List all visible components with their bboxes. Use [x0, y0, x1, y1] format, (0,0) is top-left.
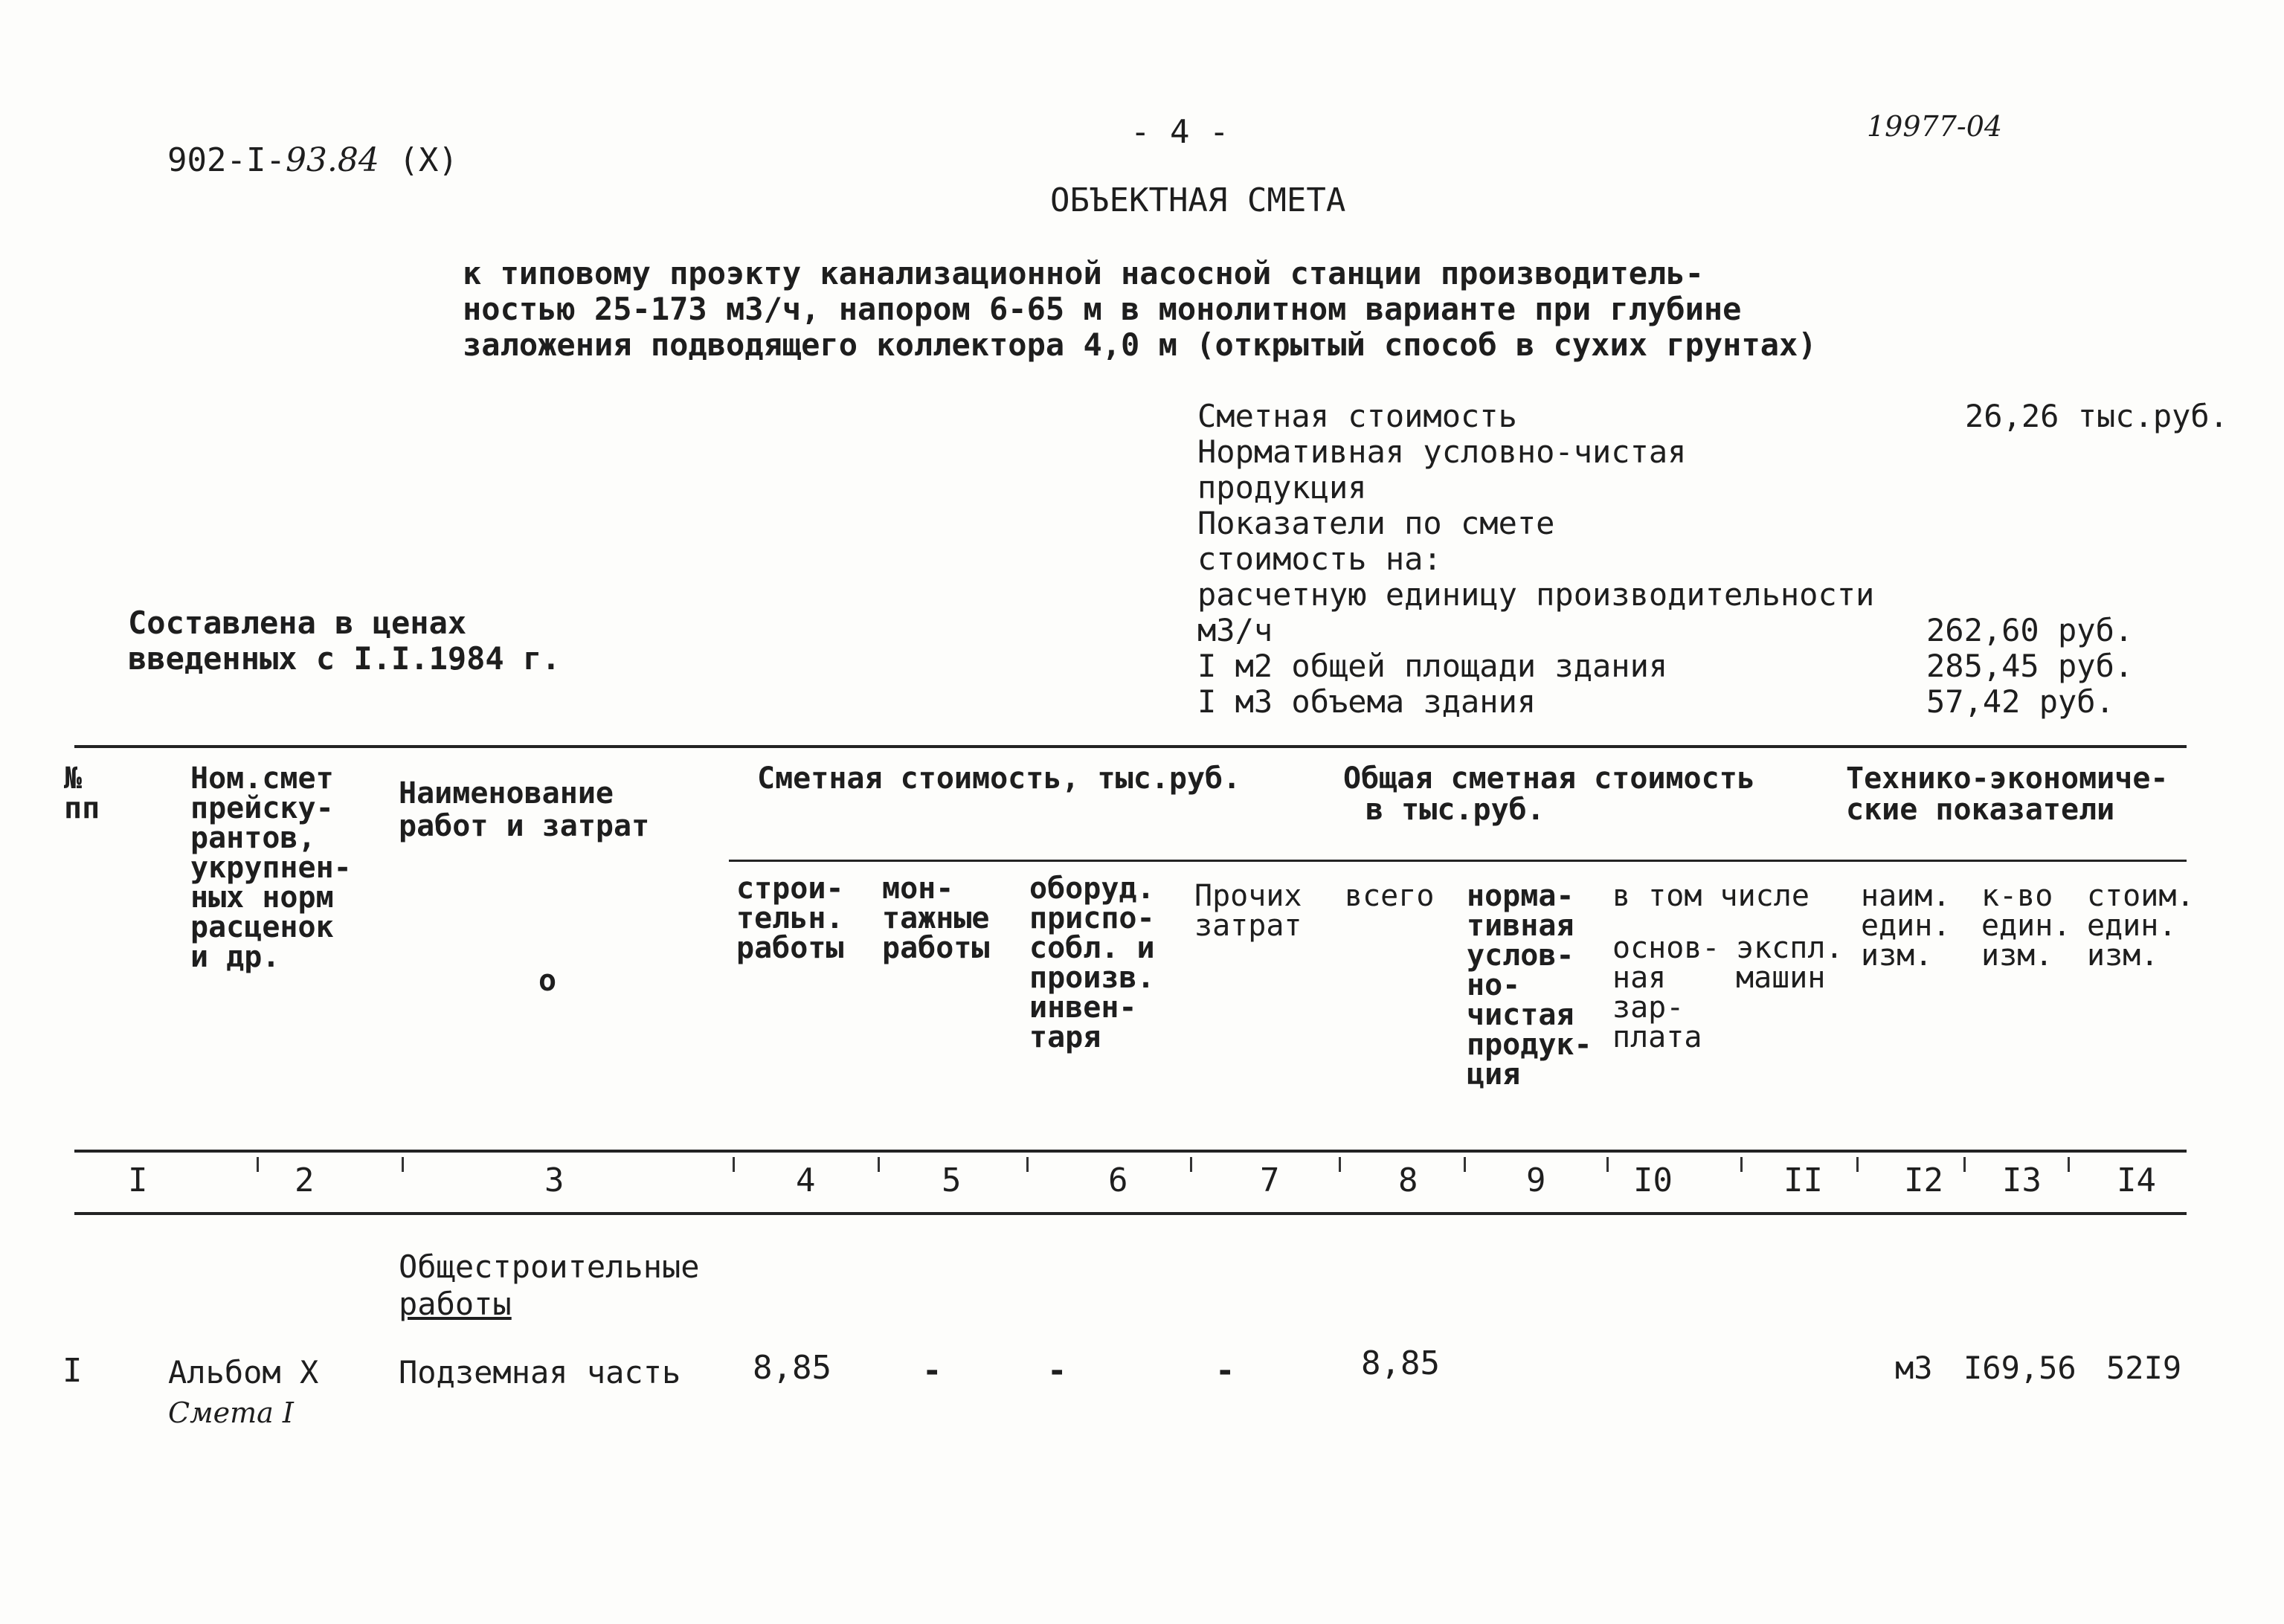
header-col14-line: изм.	[2087, 938, 2159, 973]
header-col5-line: тажные	[882, 901, 990, 935]
document-code-prefix: 902-I-	[167, 141, 286, 179]
header-col10-11-group: в том числе	[1612, 879, 1809, 913]
header-col13-line: изм.	[1981, 938, 2053, 973]
header-col9-line: норма-	[1467, 879, 1574, 913]
row-reference: Альбом X	[168, 1354, 319, 1391]
header-col3-line-1: Наименование	[399, 776, 614, 811]
header-col2-line: Ном.смет	[190, 761, 334, 796]
indicators-label-1: Показатели по смете	[1197, 505, 1555, 541]
header-col4-line: работы	[736, 931, 844, 965]
row-number: I	[62, 1352, 83, 1390]
column-number: I4	[2117, 1161, 2156, 1199]
table-top-rule	[74, 745, 2187, 748]
page-number: - 4 -	[1130, 113, 1229, 151]
header-col2-line: рантов,	[190, 821, 316, 855]
row-reference-handwritten: Смета I	[168, 1396, 294, 1429]
row-col7-value: -	[1215, 1352, 1235, 1390]
header-col6-line: собл. и	[1029, 931, 1155, 965]
header-col2-line: и др.	[190, 940, 280, 974]
header-col12-line: един.	[1861, 909, 1951, 943]
header-col7-line: Прочих	[1194, 879, 1302, 913]
header-col6-line: приспо-	[1029, 901, 1155, 935]
column-tick	[1740, 1157, 1743, 1172]
header-group-estimated-cost: Сметная стоимость, тыс.руб.	[757, 761, 1241, 796]
estimated-cost-value: 26,26 тыс.руб.	[1965, 398, 2229, 434]
header-col6-line: инвен-	[1029, 990, 1137, 1025]
column-number: 2	[295, 1161, 315, 1199]
column-tick	[1856, 1157, 1859, 1172]
header-col2-line: расценок	[190, 910, 334, 944]
column-number: 5	[942, 1161, 962, 1199]
column-number: I2	[1904, 1161, 1943, 1199]
header-col10-line: основ-	[1612, 931, 1720, 965]
header-col12-line: наим.	[1861, 879, 1951, 913]
row-col12-value: м3	[1895, 1350, 1933, 1386]
header-col2-line: ных норм	[190, 880, 334, 915]
document-code-handwritten: 93.84	[285, 141, 379, 179]
column-number: II	[1783, 1161, 1823, 1199]
estimated-cost-label: Сметная стоимость	[1197, 398, 1517, 434]
header-col1-line-1: №	[64, 761, 83, 796]
document-code-suffix: (X)	[399, 141, 458, 179]
column-tick	[1339, 1157, 1341, 1172]
header-col8-line: всего	[1345, 879, 1435, 913]
normative-label-2: продукция	[1197, 469, 1367, 506]
header-col6-line: оборуд.	[1029, 871, 1155, 906]
column-tick	[733, 1157, 735, 1172]
page-title: ОБЪЕКТНАЯ СМЕТА	[1050, 181, 1346, 219]
row-col6-value: -	[1047, 1352, 1067, 1390]
column-number: 9	[1526, 1161, 1546, 1199]
indicator-row-label: I м2 общей площади здания	[1197, 648, 1668, 684]
column-number: I3	[2002, 1161, 2042, 1199]
indicator-row-value: 285,45 руб.	[1926, 648, 2134, 684]
header-col5-line: работы	[882, 931, 990, 965]
indicators-label-2: стоимость на:	[1197, 541, 1442, 577]
table-header-bottom-rule	[74, 1150, 2187, 1153]
column-number: 3	[544, 1161, 564, 1199]
row-name: Подземная часть	[399, 1354, 681, 1391]
sheet-number: 19977-04	[1867, 110, 2003, 143]
column-number: 6	[1108, 1161, 1128, 1199]
header-col2-line: прейску-	[190, 791, 334, 825]
column-tick	[878, 1157, 880, 1172]
header-col6-line: таря	[1029, 1020, 1101, 1054]
header-col7-line: затрат	[1194, 909, 1302, 943]
prices-note-line-1: Составлена в ценах	[128, 605, 467, 641]
indicator-row-label: I м3 объема здания	[1197, 683, 1537, 720]
header-col2-line: укрупнен-	[190, 851, 352, 885]
header-col9-line: тивная	[1467, 909, 1574, 943]
prices-note-line-2: введенных с I.I.1984 г.	[128, 640, 561, 677]
column-tick	[1963, 1157, 1966, 1172]
column-tick	[1190, 1157, 1192, 1172]
column-number: 8	[1398, 1161, 1418, 1199]
column-numbers-bottom-rule	[74, 1212, 2187, 1215]
row-col5-value: -	[922, 1352, 942, 1390]
header-col14-line: стоим.	[2087, 879, 2195, 913]
subtitle-line-2: ностью 25-173 м3/ч, напором 6-65 м в монолитном варианте при глубине	[463, 291, 1742, 327]
row-col4-value: 8,85	[753, 1349, 831, 1387]
header-col3-mark: о	[538, 964, 557, 998]
header-group-tech-line-1: Технико-экономиче-	[1846, 761, 2169, 796]
column-tick	[2068, 1157, 2070, 1172]
row-col14-value: 52I9	[2106, 1350, 2182, 1386]
indicator-row-value: 262,60 руб.	[1926, 612, 2134, 648]
header-col5-line: мон-	[882, 871, 954, 906]
header-col13-line: к-во	[1981, 879, 2053, 913]
header-col12-line: изм.	[1861, 938, 1933, 973]
subtitle-line-1: к типовому проэкту канализационной насосной станции производитель-	[463, 255, 1704, 291]
header-col9-line: чистая	[1467, 998, 1574, 1032]
header-col1-line-2: пп	[64, 791, 100, 825]
row-col8-value: 8,85	[1361, 1344, 1440, 1382]
header-col6-line: произв.	[1029, 961, 1155, 995]
header-col10-line: плата	[1612, 1020, 1702, 1054]
indicator-row-label: м3/ч	[1197, 612, 1273, 648]
column-tick	[257, 1157, 259, 1172]
indicators-label-3: расчетную единицу производительности	[1197, 576, 1875, 613]
header-col9-line: ция	[1467, 1057, 1521, 1092]
header-group-tech-line-2: ские показатели	[1846, 793, 2115, 827]
header-col9-line: продук-	[1467, 1028, 1592, 1062]
header-col4-line: строи-	[736, 871, 844, 906]
document-code	[128, 112, 458, 177]
column-number: I	[128, 1161, 148, 1199]
table-subheader-rule	[729, 860, 2187, 862]
header-col9-line: услов-	[1467, 938, 1574, 973]
column-tick	[1026, 1157, 1029, 1172]
normative-label-1: Нормативная условно-чистая	[1197, 434, 1687, 470]
section-title-line-1: Общестроительные	[399, 1248, 700, 1285]
column-tick	[402, 1157, 404, 1172]
header-col11-line: экспл.	[1736, 931, 1844, 965]
section-title-line-2: работы	[399, 1286, 512, 1322]
header-col10-line: ная	[1612, 961, 1667, 995]
header-col9-line: но-	[1467, 968, 1521, 1002]
column-tick	[1464, 1157, 1466, 1172]
header-col13-line: един.	[1981, 909, 2071, 943]
subtitle-line-3: заложения подводящего коллектора 4,0 м (открытый способ в сухих грунтах)	[463, 326, 1817, 363]
row-col13-value: I69,56	[1963, 1350, 2076, 1386]
header-col11-line: машин	[1736, 961, 1826, 995]
column-number: 7	[1260, 1161, 1280, 1199]
column-number: I0	[1633, 1161, 1673, 1199]
header-group-total-line-2: в тыс.руб.	[1365, 793, 1545, 827]
indicator-row-value: 57,42 руб.	[1926, 683, 2114, 720]
header-col3-line-2: работ и затрат	[399, 809, 650, 843]
header-col4-line: тельн.	[736, 901, 844, 935]
header-group-total-line-1: Общая сметная стоимость	[1343, 761, 1755, 796]
column-tick	[1606, 1157, 1609, 1172]
header-col10-line: зар-	[1612, 990, 1685, 1025]
header-col14-line: един.	[2087, 909, 2177, 943]
column-number: 4	[796, 1161, 816, 1199]
